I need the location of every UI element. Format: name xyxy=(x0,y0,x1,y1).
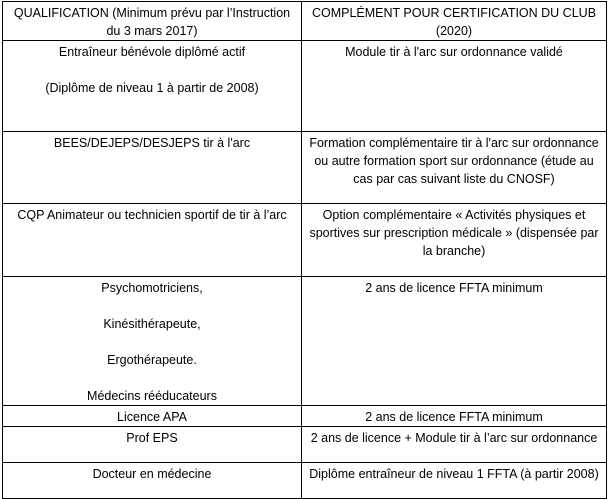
table-row xyxy=(3,463,607,499)
table-row xyxy=(3,132,607,204)
complement-cell: Option complémentaire « Activités physiques et sportives sur prescription médicale » (dispensée par la branche) xyxy=(302,204,607,277)
table-row xyxy=(3,41,607,132)
qualification-cell: Prof EPS xyxy=(3,427,302,463)
table-row xyxy=(3,204,607,277)
header-complement: COMPLÉMENT POUR CERTIFICATION DU CLUB (2020) xyxy=(302,2,607,41)
table-row xyxy=(3,427,607,463)
complement-cell: 2 ans de licence FFTA minimum xyxy=(302,406,607,427)
qualification-cell: Licence APA xyxy=(3,406,302,427)
qualification-cell: CQP Animateur ou technicien sportif de tir à l’arc xyxy=(3,204,302,277)
complement-cell: Formation complémentaire tir à l'arc sur ordonnance ou autre formation sport sur ordonnance (étude au cas par cas suivant liste du CNOSF) xyxy=(302,132,607,204)
table-header-row xyxy=(3,2,607,41)
complement-cell: 2 ans de licence + Module tir à l’arc sur ordonnance xyxy=(302,427,607,463)
table-row xyxy=(3,406,607,427)
qualification-cell: Psychomotriciens, Kinésithérapeute, Ergothérapeute. Médecins rééducateurs xyxy=(3,277,302,406)
complement-cell: Diplôme entraîneur de niveau 1 FFTA (à partir 2008) xyxy=(302,463,607,499)
header-qualification: QUALIFICATION (Minimum prévu par l’Instruction du 3 mars 2017) xyxy=(3,2,302,41)
qualification-cell: Entraîneur bénévole diplômé actif (Diplôme de niveau 1 à partir de 2008) xyxy=(3,41,302,132)
complement-cell: 2 ans de licence FFTA minimum xyxy=(302,277,607,406)
qualification-cell: Docteur en médecine xyxy=(3,463,302,499)
qualification-table xyxy=(2,1,607,499)
complement-cell: Module tir à l'arc sur ordonnance validé xyxy=(302,41,607,132)
qualification-cell: BEES/DEJEPS/DESJEPS tir à l'arc xyxy=(3,132,302,204)
table-row xyxy=(3,277,607,406)
